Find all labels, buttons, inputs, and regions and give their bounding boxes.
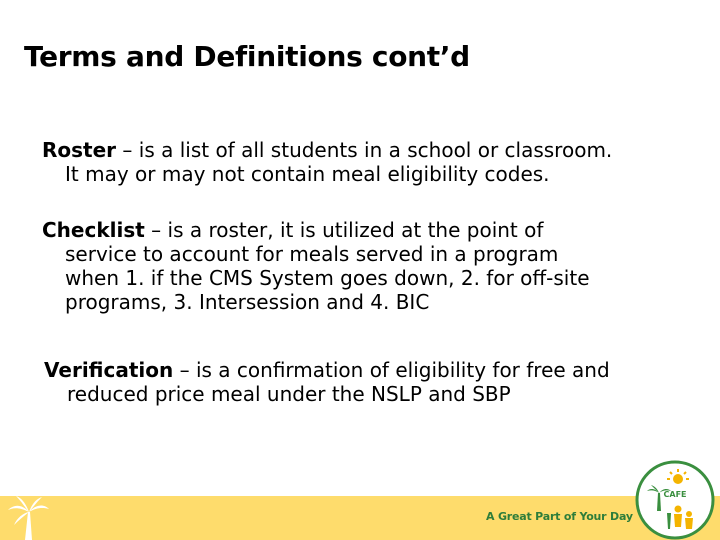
- footer-tagline: A Great Part of Your Day: [486, 510, 633, 523]
- term-verification-definition-start: – is a confirmation of eligibility for free and: [173, 358, 610, 382]
- term-roster: [42, 138, 612, 186]
- term-checklist-first-line: [42, 218, 590, 242]
- term-checklist-name: Checklist: [42, 218, 145, 242]
- term-verification-line-2: reduced price meal under the NSLP and SBP: [67, 382, 511, 406]
- term-checklist-line-4: programs, 3. Intersession and 4. BIC: [65, 290, 430, 314]
- term-checklist-line-2: service to account for meals served in a program: [65, 242, 559, 266]
- term-roster-line-2: It may or may not contain meal eligibility codes.: [65, 162, 550, 186]
- term-verification-first-line: [44, 358, 610, 382]
- page-title: Terms and Definitions cont’d: [24, 40, 470, 73]
- term-checklist-definition-start: – is a roster, it is utilized at the point of: [144, 218, 544, 242]
- palm-tree-icon: [6, 494, 50, 540]
- term-roster-first-line: [42, 138, 612, 162]
- term-checklist-line-3: when 1. if the CMS System goes down, 2. for off-site: [65, 266, 590, 290]
- term-roster-definition-start: – is a list of all students in a school or classroom.: [116, 138, 613, 162]
- logo-text: CAFE: [663, 490, 687, 499]
- term-verification-name: Verification: [44, 358, 174, 382]
- term-verification: [44, 358, 610, 406]
- term-roster-name: Roster: [42, 138, 117, 162]
- cafe-logo: [634, 459, 716, 540]
- term-checklist: [42, 218, 590, 314]
